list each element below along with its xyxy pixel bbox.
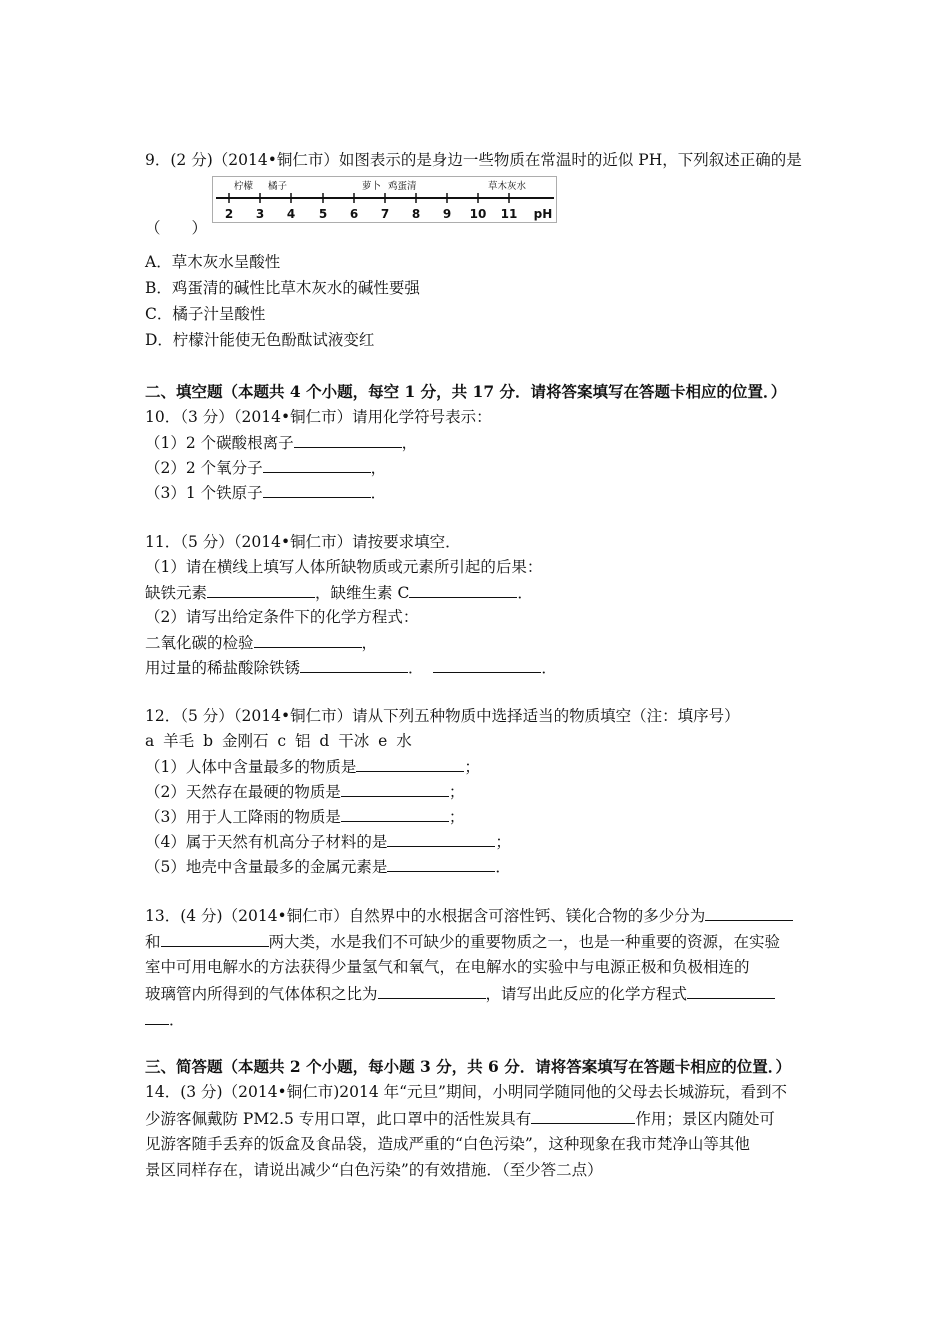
answer-blank[interactable] <box>433 657 541 673</box>
q10-item-3: （3）1 个铁原子 ． <box>145 484 387 502</box>
q12-item-1: （1）人体中含量最多的物质是 ； <box>145 758 480 776</box>
answer-blank[interactable] <box>705 905 793 921</box>
q11-sub2: （2）请写出给定条件下的化学方程式： <box>145 608 419 626</box>
ph-tick-4: 4 <box>286 207 296 221</box>
q14-line-2: 少游客佩戴防 PM2.5 专用口罩，此口罩中的活性炭具有 作用；景区内随处可 <box>145 1110 775 1128</box>
answer-blank[interactable] <box>387 831 495 847</box>
q12-item-5: （5）地壳中含量最多的金属元素是 ． <box>145 858 511 876</box>
answer-blank[interactable] <box>263 457 371 473</box>
q12-stem: 12．（5 分）（2014•铜仁市）请从下列五种物质中选择适当的物质填空（注：填序号） <box>145 707 740 725</box>
ph-tick-7: 7 <box>380 207 390 221</box>
q10-item-2: （2）2 个氧分子 ， <box>145 459 387 477</box>
q13-line-2: 和 两大类，水是我们不可缺少的重要物质之一，也是一种重要的资源，在实验 <box>145 933 781 951</box>
ph-label-plant-ash-water: 草木灰水 <box>488 181 527 192</box>
ph-label-orange: 橘子 <box>268 181 288 192</box>
q12-item-4: （4）属于天然有机高分子材料的是 ； <box>145 833 511 851</box>
answer-blank[interactable] <box>207 582 315 598</box>
q9-option-c: C．橘子汁呈酸性 <box>145 305 266 323</box>
answer-blank[interactable] <box>409 582 517 598</box>
q13-line-4: 玻璃管内所得到的气体体积之比为 ，请写出此反应的化学方程式 <box>145 983 775 1004</box>
q9-paren: （ ） <box>145 219 208 237</box>
section3-heading: 三、简答题（本题共 2 个小题，每小题 3 分，共 6 分．请将答案填写在答题卡相应的位置．） <box>145 1057 791 1076</box>
answer-blank[interactable] <box>378 983 486 999</box>
ph-tick-5: 5 <box>318 207 328 221</box>
q14-line-4: 景区同样存在，请说出减少“白色污染”的有效措施．（至少答二点） <box>145 1161 603 1179</box>
q14-line-3: 见游客随手丢弃的饭盒及食品袋，造成严重的“白色污染”，这种现象在我市梵净山等其他 <box>145 1135 750 1153</box>
q12-choices: a 羊毛 b 金刚石 c 铝 d 干冰 e 水 <box>145 732 412 750</box>
q9-stem: 9．(2 分)（2014•铜仁市）如图表示的是身边一些物质在常温时的近似 PH，下列叙述正确的是 <box>145 151 802 169</box>
q13-line-5: ． <box>145 1009 185 1030</box>
ph-label-radish: 萝卜 <box>362 181 382 192</box>
q14-line-1: 14．(3 分)（2014•铜仁市)2014 年“元旦”期间，小明同学随同他的父母去长城游玩，看到不 <box>145 1083 787 1101</box>
answer-blank[interactable] <box>687 983 775 999</box>
q12-item-2: （2）天然存在最硬的物质是 ； <box>145 783 465 801</box>
q13-line-1: 13．(4 分)（2014•铜仁市）自然界中的水根据含可溶性钙、镁化合物的多少分为 <box>145 905 793 926</box>
answer-blank[interactable] <box>531 1108 635 1124</box>
answer-blank[interactable] <box>341 781 449 797</box>
q11-stem: 11．（5 分）（2014•铜仁市）请按要求填空． <box>145 533 461 551</box>
q11-line-co2: 二氧化碳的检验 ， <box>145 634 378 652</box>
q11-line-rust: 用过量的稀盐酸除铁锈 ． ． <box>145 659 557 677</box>
ph-tick-9: 9 <box>442 207 452 221</box>
section2-heading: 二、填空题（本题共 4 个小题，每空 1 分，共 17 分．请将答案填写在答题卡相应的位置．） <box>145 382 787 401</box>
q12-item-3: （3）用于人工降雨的物质是 ； <box>145 808 465 826</box>
ph-tick-6: 6 <box>349 207 359 221</box>
ph-tick-3: 3 <box>255 207 265 221</box>
answer-blank[interactable] <box>263 482 371 498</box>
answer-blank[interactable] <box>145 1009 169 1025</box>
answer-blank[interactable] <box>300 657 408 673</box>
ph-tick-11: 11 <box>500 207 518 221</box>
q9-option-d: D．柠檬汁能使无色酚酞试液变红 <box>145 331 375 349</box>
q9-option-b: B．鸡蛋清的碱性比草木灰水的碱性要强 <box>145 279 420 297</box>
ph-label-egg-white: 鸡蛋清 <box>388 181 417 192</box>
answer-blank[interactable] <box>254 632 362 648</box>
answer-blank[interactable] <box>161 931 269 947</box>
answer-blank[interactable] <box>387 856 495 872</box>
q13-line-3: 室中可用电解水的方法获得少量氢气和氧气，在电解水的实验中与电源正极和负极相连的 <box>145 958 750 976</box>
ph-tick-10: 10 <box>469 207 487 221</box>
answer-blank[interactable] <box>294 432 402 448</box>
q10-item-1: （1）2 个碳酸根离子 ， <box>145 434 418 452</box>
answer-blank[interactable] <box>341 806 449 822</box>
ph-axis-label: pH <box>533 207 553 221</box>
q11-sub1: （1）请在横线上填写人体所缺物质或元素所引起的后果： <box>145 558 543 576</box>
ph-label-lemon: 柠檬 <box>234 181 254 192</box>
q9-option-a: A．草木灰水呈酸性 <box>145 253 281 271</box>
answer-blank[interactable] <box>356 756 464 772</box>
ph-tick-2: 2 <box>224 207 234 221</box>
ph-tick-8: 8 <box>411 207 421 221</box>
q10-stem: 10．（3 分）（2014•铜仁市）请用化学符号表示： <box>145 408 492 426</box>
ph-scale-figure <box>212 176 562 224</box>
q11-line-deficiency: 缺铁元素 ，缺维生素 C ． <box>145 584 533 602</box>
